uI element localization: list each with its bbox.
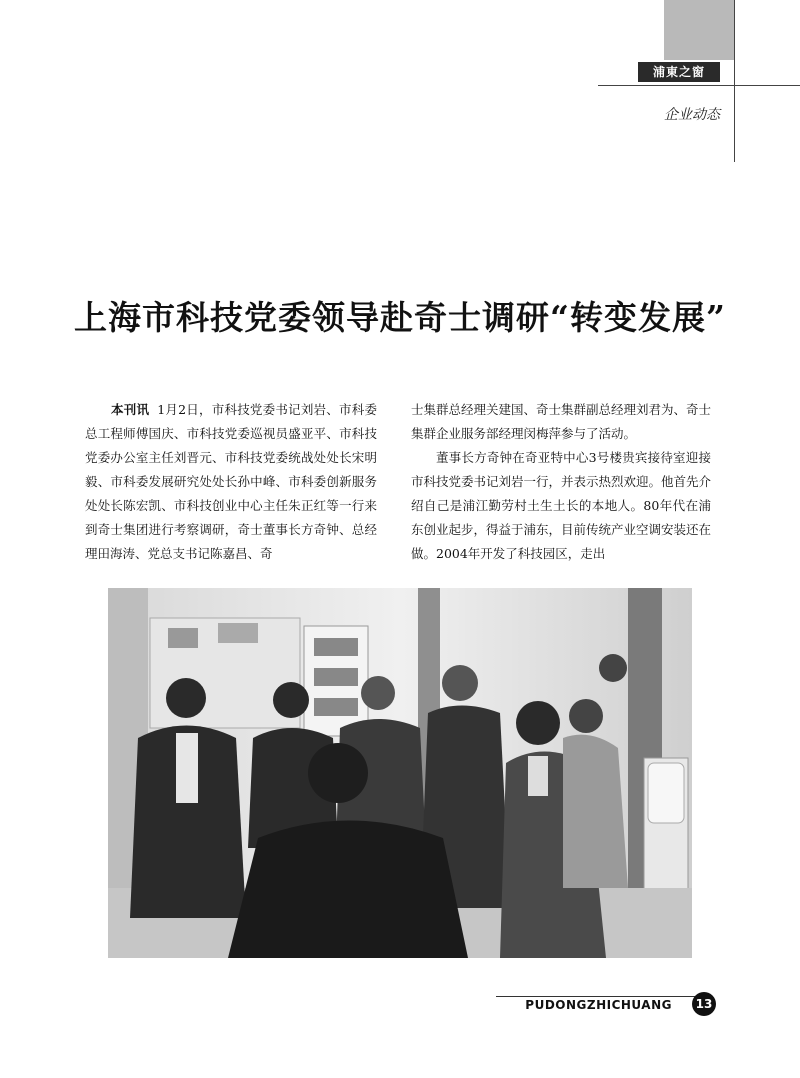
magazine-badge: 浦東之窗 — [638, 62, 720, 82]
meeting-photo — [108, 588, 692, 958]
header-horizontal-rule — [598, 85, 800, 86]
article-column-right — [411, 398, 711, 566]
header-vertical-rule — [734, 0, 735, 162]
publication-name: PUDONGZHICHUANG — [525, 998, 672, 1012]
lead-label: 本刊讯 — [111, 402, 150, 417]
page-number: 13 — [692, 992, 716, 1016]
paragraph-2: 董事长方奇钟在奇亚特中心3号楼贵宾接待室迎接市科技党委书记刘岩一行，并表示热烈欢迎。他首先介绍自己是浦江勤劳村土生土长的本地人。80年代在浦东创业起步，得益于浦东，目前传统产业空调安装还在做。2004年开发了科技园区，走出 — [411, 450, 711, 561]
paragraph-1-part-b: 士集群总经理关建国、奇士集群副总经理刘君为、奇士集群企业服务部经理闵梅萍参与了活动。 — [411, 402, 712, 441]
paragraph-1-text: 1月2日，市科技党委书记刘岩、市科委总工程师傅国庆、市科技党委巡视员盛亚平、市科技党委办公室主任刘晋元、市科技党委统战处处长宋明毅、市科委发展研究处处长孙中峰、市科委创新服务处处长陈宏凯、市科技创业中心主任朱正红等一行来到奇士集团进行考察调研，奇士董事长方奇钟、总经理田海涛、党总支书记陈嘉昌、奇 — [85, 402, 377, 561]
article-column-left — [85, 398, 377, 590]
section-label: 企业动态 — [664, 107, 720, 123]
footer-rule — [496, 996, 702, 997]
corner-decoration — [664, 0, 734, 60]
paragraph-1-part-a — [85, 398, 377, 590]
article-title: 上海市科技党委领导赴奇士调研“转变发展” — [74, 298, 726, 337]
